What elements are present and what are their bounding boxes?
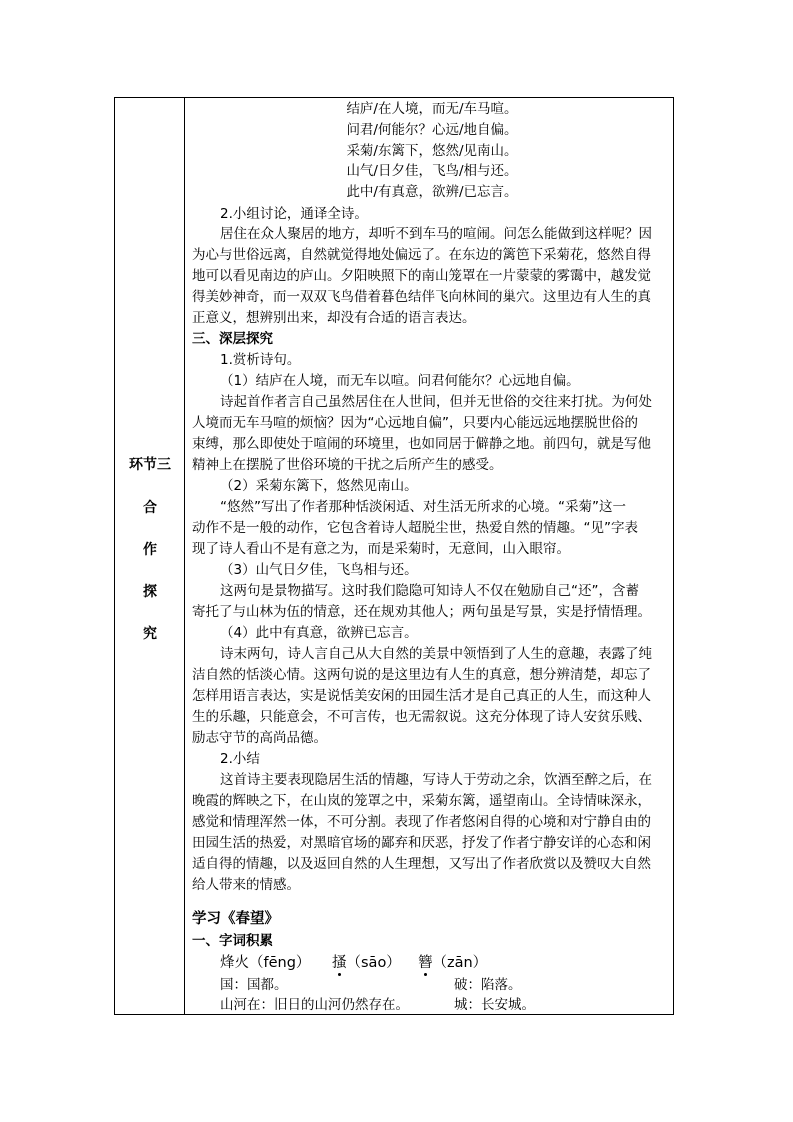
analysis-line: 励志守节的高尚品德。	[192, 730, 327, 746]
analysis-line: 动作不是一般的动作，它包含着诗人超脱尘世，热爱自然的情趣。“见”字表	[192, 520, 638, 536]
gloss-left: 山河在：旧日的山河仍然存在。	[220, 997, 409, 1013]
vocab-item	[332, 953, 401, 973]
gloss-left: 国：国都。	[220, 977, 288, 993]
vocab-item	[418, 953, 487, 973]
analysis-title: （1）结庐在人境，而无车以喧。问君何能尔？心远地自偏。	[220, 373, 580, 389]
summary-line: 这首诗主要表现隐居生活的情趣，写诗人于劳动之余，饮酒至醉之后，在	[220, 772, 652, 788]
poem-line: 问君/何能尔？心远/地自偏。	[346, 122, 518, 138]
subheading: 1.赏析诗句。	[220, 352, 301, 368]
vocab-pinyin: （sāo）	[346, 955, 401, 971]
translation-line: 居住在众人聚居的地方，却听不到车马的喧闹。问怎么能做到这样呢？因	[220, 226, 652, 242]
summary-line: 田园生活的热爱，对黑暗官场的鄙弃和厌恶，抒发了作者宁静安详的心态和闲	[192, 835, 651, 851]
stage-char: 探	[143, 584, 157, 600]
analysis-line: “悠然”写出了作者那种恬淡闲适、对生活无所求的心境。“采菊”这一	[220, 499, 626, 515]
stage-label: 环节三	[129, 457, 171, 473]
analysis-line: 精神上在摆脱了世俗环境的干扰之后所产生的感受。	[192, 457, 503, 473]
analysis-line: 洁自然的恬淡心情。这两句说的是这里边有人生的真意，想分辨清楚，却忘了	[192, 667, 651, 683]
poem-line: 此中/有真意，欲辨/已忘言。	[346, 184, 518, 200]
translation-line: 地可以看见南边的庐山。夕阳映照下的南山笼罩在一片蒙蒙的雾霭中，越发觉	[192, 268, 651, 284]
analysis-title: （4）此中有真意，欲辨已忘言。	[220, 625, 418, 641]
poem-line: 山气/日夕佳，飞鸟/相与还。	[346, 163, 518, 179]
subheading: 2.小结	[220, 751, 260, 767]
vocab-pinyin: （fēng）	[249, 955, 311, 971]
discussion-heading: 2.小组讨论，通译全诗。	[220, 206, 368, 222]
emphasis-dot	[424, 973, 427, 976]
section-heading: 三、深层探究	[192, 331, 273, 347]
analysis-line: 人境而无车马喧的烦恼？因为“心远地自偏”，只要内心能远远地摆脱世俗的	[192, 415, 638, 431]
gloss-right: 破：陷落。	[454, 977, 522, 993]
analysis-line: 生的乐趣，只能意会，不可言传，也无需叙说。这充分体现了诗人安贫乐贱、	[192, 709, 651, 725]
vocab-pinyin: （zān）	[432, 955, 488, 971]
vocab-char: 烽火	[220, 955, 249, 971]
analysis-line: 束缚，那么即使处于喧闹的环境里，也如同居于僻静之地。前四句，就是写他	[192, 436, 651, 452]
stage-char: 究	[143, 626, 157, 642]
summary-line: 适自得的情趣，以及返回自然的人生理想，又写出了作者欣赏以及赞叹大自然	[192, 856, 651, 872]
summary-line: 给人带来的情感。	[192, 877, 300, 893]
gloss-right: 城：长安城。	[454, 997, 535, 1013]
section-heading: 一、字词积累	[192, 933, 273, 949]
analysis-line: 诗末两句，诗人言自己从大自然的美景中领悟到了人生的意趣，表露了纯	[220, 646, 652, 662]
vocab-char: 簪	[418, 955, 433, 971]
vocab-item	[220, 953, 310, 973]
study-title: 学习《春望》	[192, 911, 279, 927]
translation-line: 正意义，想辨别出来，却没有合适的语言表达。	[192, 310, 476, 326]
summary-line: 晚霞的辉映之下，在山岚的笼罩之中，采菊东篱，遥望南山。全诗情味深永，	[192, 793, 651, 809]
analysis-title: （3）山气日夕佳，飞鸟相与还。	[220, 562, 418, 578]
analysis-line: 寄托了与山林为伍的情意，还在规劝其他人；两句虽是写景，实是抒情悟理。	[192, 604, 651, 620]
translation-line: 为心与世俗远离，自然就觉得地处偏远了。在东边的篱笆下采菊花，悠然自得	[192, 247, 651, 263]
poem-line: 采菊/东篱下，悠然/见南山。	[346, 143, 518, 159]
analysis-title: （2）采菊东篱下，悠然见南山。	[220, 478, 418, 494]
stage-char: 作	[143, 542, 157, 558]
analysis-line: 诗起首作者言自己虽然居住在人世间，但并无世俗的交往来打扰。为何处	[220, 394, 652, 410]
stage-column	[115, 98, 185, 1014]
stage-char: 合	[143, 500, 157, 516]
translation-line: 得美妙神奇，而一双双飞鸟借着暮色结伴飞向林间的巢穴。这里边有人生的真	[192, 289, 651, 305]
analysis-line: 现了诗人看山不是有意之为，而是采菊时，无意间，山入眼帘。	[192, 541, 570, 557]
analysis-line: 这两句是景物描写。这时我们隐隐可知诗人不仅在勉励自己“还”，含蓄	[220, 583, 639, 599]
emphasis-dot	[338, 973, 341, 976]
poem-line: 结庐/在人境，而无/车马喧。	[346, 101, 518, 117]
summary-line: 感觉和情理浑然一体，不可分割。表现了作者悠闲自得的心境和对宁静自由的	[192, 814, 651, 830]
lesson-table	[114, 97, 674, 1015]
vocab-char: 搔	[332, 955, 347, 971]
analysis-line: 怎样用语言表达，实是说恬美安闲的田园生活才是自己真正的人生，而这种人	[192, 688, 651, 704]
